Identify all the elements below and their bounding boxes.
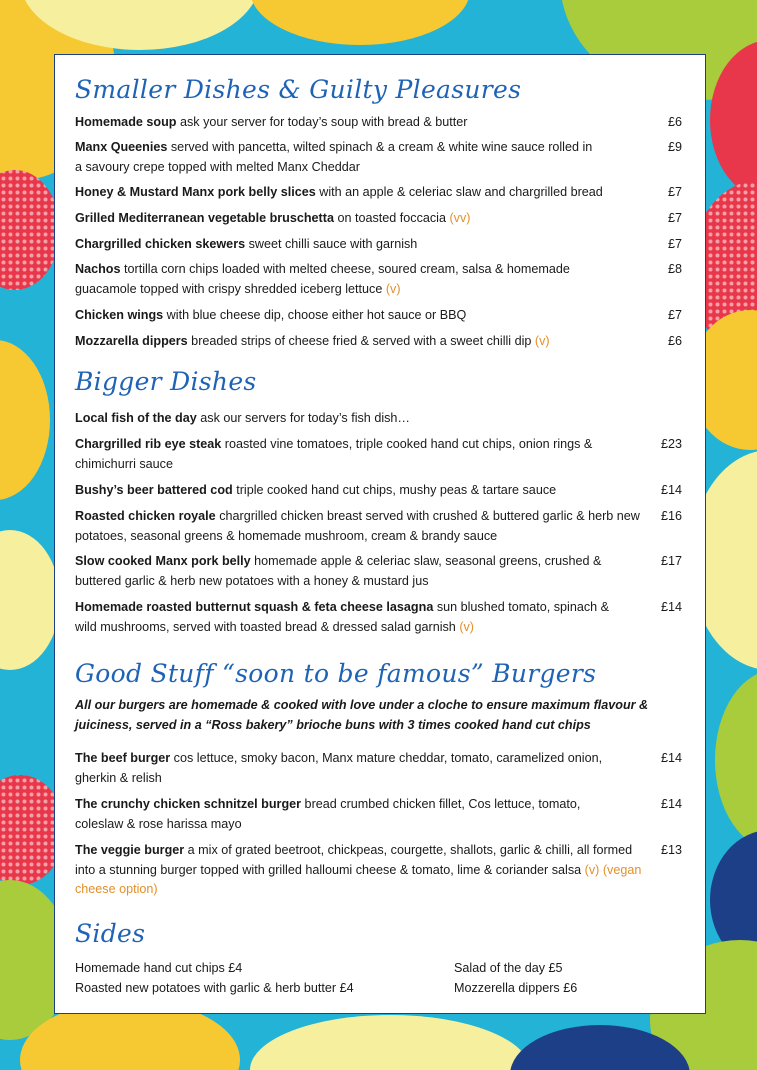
menu-item: Local fish of the day ask our servers for today’s fish dish… (75, 411, 411, 425)
menu-panel (54, 54, 706, 1014)
menu-item: The beef burger cos lettuce, smoky bacon, Manx mature cheddar, tomato, caramelized onion, gherkin & relish £14 (75, 751, 683, 785)
section-title-bigger: Bigger Dishes (75, 367, 257, 396)
item-price: £14 (661, 751, 683, 765)
veg-marker: (v) (459, 619, 474, 634)
item-price: £7 (668, 308, 683, 322)
veg-marker: (v) (534, 334, 550, 348)
side-item: Roasted new potatoes with garlic & herb butter £4 (75, 981, 354, 995)
menu-item: Mozzarella dippers breaded strips of cheese fried & served with a sweet chilli dip (v) £6 (75, 332, 650, 352)
menu-item: Slow cooked Manx pork belly homemade apple & celeriac slaw, seasonal greens, crushed & buttered garlic & herb new potatoes with a honey & mustard jus £17 (75, 554, 683, 588)
item-price: £23 (661, 437, 683, 451)
veg-marker: (v) (vegan cheese option) (75, 862, 642, 896)
burgers-intro: All our burgers are homemade & cooked with love under a cloche to ensure maximum flavour & juiciness, served in a “Ross bakery” brioche buns with 3 times cooked hand cut chips (75, 698, 649, 732)
menu-item: Manx Queenies served with pancetta, wilted spinach & a cream & white wine sauce rolled in a savoury crepe topped with melted Manx Cheddar £9 (75, 140, 683, 174)
veg-marker: (v) (385, 281, 401, 296)
item-price: £7 (668, 237, 683, 251)
menu-item: Chicken wings with blue cheese dip, choose either hot sauce or BBQ £7 (75, 306, 650, 326)
menu-item: Nachos tortilla corn chips loaded with melted cheese, soured cream, salsa & homemade guacamole topped with crispy shredded iceberg lettuce (v) £8 (75, 262, 683, 296)
item-price: £7 (668, 211, 683, 225)
item-price: £14 (661, 797, 683, 811)
item-price: £14 (661, 600, 683, 614)
section-title-sides: Sides (75, 919, 146, 948)
menu-item: Chargrilled rib eye steak roasted vine tomatoes, triple cooked hand cut chips, onion rings & chimichurri sauce £23 (75, 437, 683, 471)
veg-marker: (vv) (449, 211, 471, 225)
item-price: £7 (668, 185, 683, 199)
menu-item: Chargrilled chicken skewers sweet chilli sauce with garnish £7 (75, 235, 650, 255)
item-price: £14 (661, 483, 683, 497)
section-title-burgers: Good Stuff “soon to be famous” Burgers (75, 659, 597, 688)
menu-item: Homemade soup ask your server for today’s soup with bread & butter £6 (75, 113, 650, 133)
side-item: Mozzerella dippers £6 (454, 981, 578, 995)
side-item: Salad of the day £5 (454, 961, 563, 975)
section-title-smaller: Smaller Dishes & Guilty Pleasures (75, 75, 522, 104)
item-price: £6 (668, 115, 683, 129)
menu-item: Honey & Mustard Manx pork belly slices with an apple & celeriac slaw and chargrilled bread £7 (75, 183, 650, 203)
menu-item: Homemade roasted butternut squash & feta cheese lasagna sun blushed tomato, spinach & wild mushrooms, served with toasted bread & dressed salad garnish (v) £14 (75, 600, 683, 634)
menu-item: The veggie burger a mix of grated beetroot, chickpeas, courgette, shallots, garlic & chilli, all formed into a stunning burger topped with grilled halloumi cheese & tomato, lime & coriander salsa (v) (vegan cheese option) £13 (75, 843, 683, 896)
item-price: £8 (668, 262, 683, 276)
item-price: £16 (661, 509, 683, 523)
item-price: £13 (661, 843, 683, 857)
item-price: £6 (668, 334, 683, 348)
item-price: £9 (668, 140, 683, 154)
menu-item: The crunchy chicken schnitzel burger bread crumbed chicken fillet, Cos lettuce, tomato, coleslaw & rose harissa mayo £14 (75, 797, 683, 831)
menu-item: Roasted chicken royale chargrilled chicken breast served with crushed & buttered garlic & herb new potatoes, seasonal greens & homemade mushroom, cream & brandy sauce £16 (75, 509, 683, 543)
item-price: £17 (661, 554, 683, 568)
side-item: Homemade hand cut chips £4 (75, 961, 243, 975)
menu-item: Grilled Mediterranean vegetable bruschetta on toasted foccacia (vv) £7 (75, 209, 650, 229)
menu-item: Bushy’s beer battered cod triple cooked hand cut chips, mushy peas & tartare sauce £14 (75, 481, 650, 501)
